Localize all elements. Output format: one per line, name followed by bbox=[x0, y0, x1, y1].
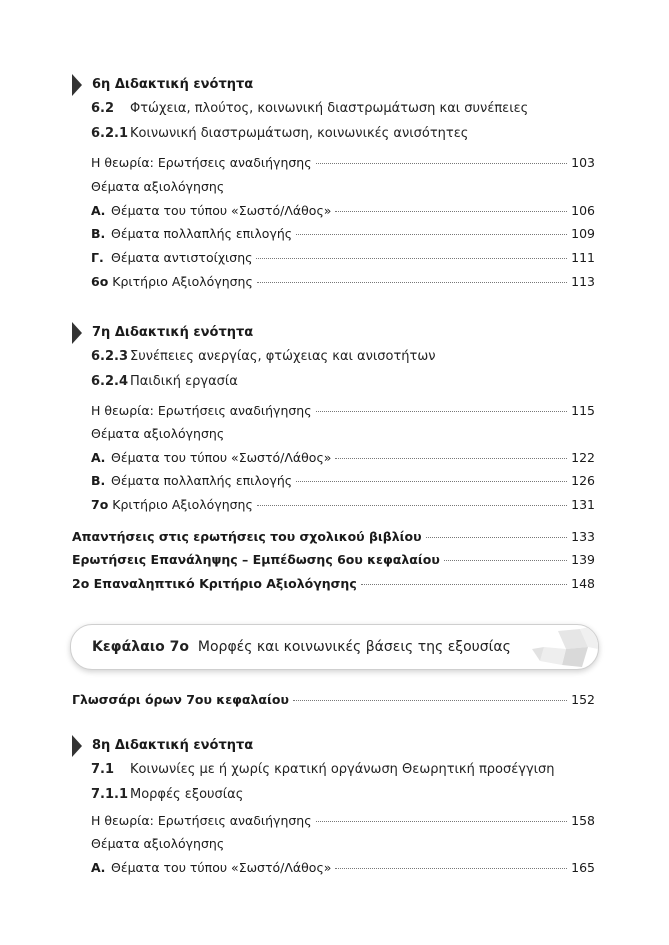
toc-entry[interactable] bbox=[91, 860, 595, 875]
page-number: 133 bbox=[571, 529, 595, 544]
toc-entry-label: Ερωτήσεις Επανάληψης – Εμπέδωσης 6ου κεφαλαίου bbox=[72, 552, 440, 567]
page-number: 152 bbox=[571, 692, 595, 707]
section-entry bbox=[91, 374, 238, 389]
page-number: 131 bbox=[571, 497, 595, 512]
leader-dots bbox=[335, 211, 567, 212]
leader-dots bbox=[335, 868, 567, 869]
decorative-shapes-icon bbox=[518, 625, 598, 669]
leader-dots bbox=[316, 821, 568, 822]
toc-entry[interactable] bbox=[91, 473, 595, 488]
leader-dots bbox=[296, 234, 567, 235]
criterion-number: 7ο bbox=[91, 497, 109, 512]
toc-entry[interactable] bbox=[72, 552, 595, 567]
assessment-heading: Θέματα αξιολόγησης bbox=[91, 426, 225, 441]
toc-entry-label: Θέματα του τύπου «Σωστό/Λάθος» bbox=[111, 203, 332, 218]
assessment-heading: Θέματα αξιολόγησης bbox=[91, 179, 225, 194]
arrow-marker-icon bbox=[72, 74, 82, 96]
section-number: 7.1 bbox=[91, 762, 115, 777]
leader-dots bbox=[257, 282, 567, 283]
page-number: 106 bbox=[571, 203, 595, 218]
criterion-number: 6ο bbox=[91, 274, 109, 289]
page-number: 115 bbox=[571, 403, 595, 418]
section-title: Κοινωνική διαστρωμάτωση, κοινωνικές ανισότητες bbox=[130, 126, 469, 141]
section-entry bbox=[91, 349, 436, 364]
toc-entry[interactable] bbox=[72, 576, 595, 591]
toc-entry-label: Θέματα του τύπου «Σωστό/Λάθος» bbox=[111, 860, 332, 875]
section-entry bbox=[91, 762, 555, 777]
section-number: 6.2.3 bbox=[91, 349, 129, 364]
section-number: 7.1.1 bbox=[91, 787, 129, 802]
toc-entry-label: Η θεωρία: Ερωτήσεις αναδιήγησης bbox=[91, 813, 312, 828]
arrow-marker-icon bbox=[72, 322, 82, 344]
page-number: 158 bbox=[571, 813, 595, 828]
section-entry bbox=[91, 787, 243, 802]
page-number: 111 bbox=[571, 250, 595, 265]
toc-entry[interactable] bbox=[91, 497, 595, 512]
page-number: 103 bbox=[571, 155, 595, 170]
section-title: Παιδική εργασία bbox=[130, 374, 238, 389]
toc-entry[interactable] bbox=[91, 226, 595, 241]
chapter-banner bbox=[70, 624, 599, 670]
page-number: 139 bbox=[571, 552, 595, 567]
toc-entry-label: Κριτήριο Αξιολόγησης bbox=[112, 274, 253, 289]
assessment-heading: Θέματα αξιολόγησης bbox=[91, 836, 225, 851]
section-title: Κοινωνίες με ή χωρίς κρατική οργάνωση Θεωρητική προσέγγιση bbox=[130, 762, 555, 777]
section-number: 6.2.1 bbox=[91, 126, 129, 141]
leader-dots bbox=[316, 163, 568, 164]
toc-entry-label: Η θεωρία: Ερωτήσεις αναδιήγησης bbox=[91, 155, 312, 170]
toc-entry[interactable] bbox=[91, 813, 595, 828]
section-title: Φτώχεια, πλούτος, κοινωνική διαστρωμάτωση και συνέπειες bbox=[130, 101, 529, 116]
unit-title: 6η Διδακτική ενότητα bbox=[92, 77, 254, 92]
toc-entry[interactable] bbox=[91, 274, 595, 289]
page-number: 165 bbox=[571, 860, 595, 875]
unit-title: 7η Διδακτική ενότητα bbox=[92, 325, 254, 340]
chapter-label: Κεφάλαιο 7ο bbox=[92, 639, 189, 655]
unit-title: 8η Διδακτική ενότητα bbox=[92, 738, 254, 753]
arrow-marker-icon bbox=[72, 735, 82, 757]
toc-entry-label: Η θεωρία: Ερωτήσεις αναδιήγησης bbox=[91, 403, 312, 418]
section-title: Μορφές εξουσίας bbox=[130, 787, 244, 802]
item-letter: Γ. bbox=[91, 250, 104, 265]
item-letter: Β. bbox=[91, 226, 106, 241]
leader-dots bbox=[361, 584, 567, 585]
toc-entry-label: Γλωσσάρι όρων 7ου κεφαλαίου bbox=[72, 692, 289, 707]
toc-entry[interactable] bbox=[91, 450, 595, 465]
page-number: 148 bbox=[571, 576, 595, 591]
leader-dots bbox=[335, 458, 567, 459]
section-entry bbox=[91, 101, 528, 116]
toc-entry-label: Θέματα πολλαπλής επιλογής bbox=[111, 226, 293, 241]
toc-entry[interactable] bbox=[91, 250, 595, 265]
toc-entry-label: Κριτήριο Αξιολόγησης bbox=[112, 497, 253, 512]
toc-entry-label: Θέματα αντιστοίχισης bbox=[111, 250, 253, 265]
leader-dots bbox=[257, 505, 567, 506]
section-entry bbox=[91, 126, 468, 141]
item-letter: Α. bbox=[91, 450, 106, 465]
leader-dots bbox=[256, 258, 567, 259]
section-number: 6.2 bbox=[91, 101, 115, 116]
page-number: 109 bbox=[571, 226, 595, 241]
item-letter: Α. bbox=[91, 203, 106, 218]
leader-dots bbox=[293, 700, 567, 701]
leader-dots bbox=[296, 481, 567, 482]
item-letter: Α. bbox=[91, 860, 106, 875]
toc-entry[interactable] bbox=[91, 155, 595, 170]
leader-dots bbox=[316, 411, 568, 412]
section-number: 6.2.4 bbox=[91, 374, 129, 389]
toc-entry-label: Θέματα πολλαπλής επιλογής bbox=[111, 473, 293, 488]
page-number: 122 bbox=[571, 450, 595, 465]
toc-entry-label: Θέματα του τύπου «Σωστό/Λάθος» bbox=[111, 450, 332, 465]
leader-dots bbox=[426, 537, 568, 538]
toc-entry-label: 2ο Επαναληπτικό Κριτήριο Αξιολόγησης bbox=[72, 576, 357, 591]
toc-entry-label: Απαντήσεις στις ερωτήσεις του σχολικού βιβλίου bbox=[72, 529, 422, 544]
page-number: 126 bbox=[571, 473, 595, 488]
page-number: 113 bbox=[571, 274, 595, 289]
leader-dots bbox=[444, 560, 567, 561]
section-title: Συνέπειες ανεργίας, φτώχειας και ανισοτήτων bbox=[130, 349, 436, 364]
toc-entry[interactable] bbox=[72, 692, 595, 707]
chapter-title: Μορφές και κοινωνικές βάσεις της εξουσίας bbox=[197, 639, 511, 655]
toc-entry[interactable] bbox=[91, 203, 595, 218]
toc-entry[interactable] bbox=[91, 403, 595, 418]
toc-entry[interactable] bbox=[72, 529, 595, 544]
item-letter: Β. bbox=[91, 473, 106, 488]
